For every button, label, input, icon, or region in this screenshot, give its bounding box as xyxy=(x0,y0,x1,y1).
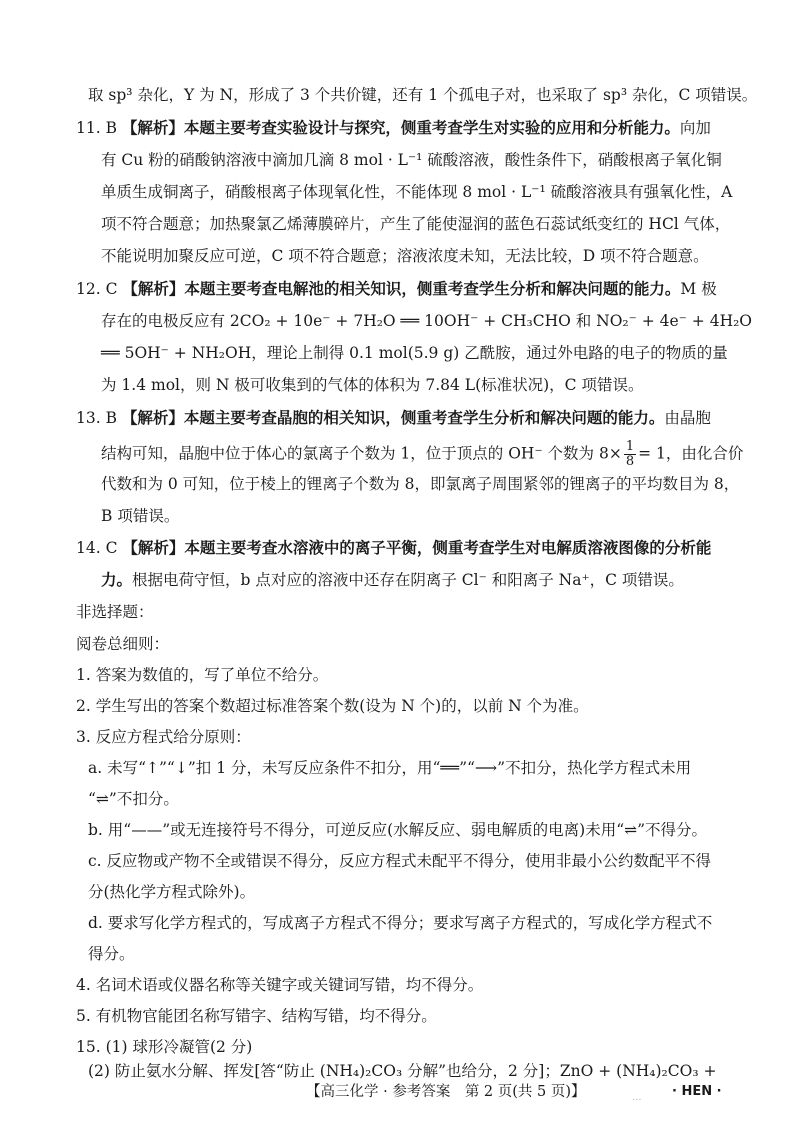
fraction-denominator: 8 xyxy=(625,454,635,469)
q13-line-2 xyxy=(101,440,743,469)
q11-line-2: 有 Cu 粉的硝酸钠溶液中滴加几滴 8 mol · L⁻¹ 硫酸溶液，酸性条件下，硝酸根离子氧化铜 xyxy=(101,151,722,169)
q14-tag-tail: 力。 xyxy=(101,571,133,589)
q14-text: 根据电荷守恒，b 点对应的溶液中还存在阴离子 Cl⁻ 和阳离子 Na⁺，C 项错误。 xyxy=(132,571,684,589)
rule-3d-line-2: 得分。 xyxy=(88,945,135,963)
rule-2: 2. 学生写出的答案个数超过标准答案个数(设为 N 个)的，以前 N 个为准。 xyxy=(76,697,589,715)
q11-line-3: 单质生成铜离子，硝酸根离子体现氧化性，不能体现 8 mol · L⁻¹ 硫酸溶液具有强氧化性，A xyxy=(101,183,733,201)
q12-line-2: 存在的电极反应有 2CO₂ + 10e⁻ + 7H₂O ══ 10OH⁻ + CH₃CHO 和 NO₂⁻ + 4e⁻ + 4H₂O xyxy=(101,312,753,330)
q15-part-1: 15. (1) 球形冷凝管(2 分) xyxy=(76,1038,253,1056)
section-heading-rules: 阅卷总细则： xyxy=(76,635,170,653)
line-sp3: 取 sp³ 杂化，Y 为 N，形成了 3 个共价键，还有 1 个孤电子对，也采取了 sp³ 杂化，C 项错误。 xyxy=(88,86,758,104)
q11-number: 11. B xyxy=(76,119,117,137)
q13-line-3: 代数和为 0 可知，位于棱上的锂离子个数为 8，即氯离子周围紧邻的锂离子的平均数目为 8， xyxy=(101,475,740,493)
q13-text-b: = 1，由化合价 xyxy=(638,444,744,463)
q15-part-2: (2) 防止氨水分解、挥发[答“防止 (NH₄)₂CO₃ 分解”也给分，2 分]；ZnO + (NH₄)₂CO₃ + xyxy=(88,1062,717,1080)
q14-number: 14. C xyxy=(76,539,118,557)
fraction-one-eighth xyxy=(624,440,636,469)
q12-line-1 xyxy=(76,278,717,300)
rule-3c-line-2: 分(热化学方程式除外)。 xyxy=(88,883,256,901)
rule-3a-line-1: a. 未写“↑”“↓”扣 1 分，未写反应条件不扣分，用“══”“⟶”不扣分，热化学方程式未用 xyxy=(88,759,692,777)
rule-4: 4. 名词术语或仪器名称等关键字或关键词写错，均不得分。 xyxy=(76,976,484,994)
q11-line-5: 不能说明加聚反应可逆，C 项不符合题意；溶液浓度未知，无法比较，D 项不符合题意。 xyxy=(101,247,709,265)
q14-line-1 xyxy=(76,537,711,559)
footer-dots: ... xyxy=(632,1092,642,1103)
footer-page-info: 【高三化学 · 参考答案 第 2 页(共 5 页)】 xyxy=(306,1084,586,1100)
q12-tail: M 极 xyxy=(680,280,717,298)
rule-3d-line-1: d. 要求写化学方程式的，写成离子方程式不得分；要求写离子方程式的，写成化学方程式不 xyxy=(88,914,713,932)
q11-line-1 xyxy=(76,117,711,139)
rule-5: 5. 有机物官能团名称写错字、结构写错，均不得分。 xyxy=(76,1007,437,1025)
footer-code: · HEN · xyxy=(672,1084,722,1099)
q13-text-a: 结构可知，晶胞中位于体心的氯离子个数为 1，位于顶点的 OH⁻ 个数为 8× xyxy=(101,444,622,463)
rule-3c-line-1: c. 反应物或产物不全或错误不得分，反应方程式未配平不得分，使用非最小公约数配平不得 xyxy=(88,852,712,870)
q13-tail: 由晶胞 xyxy=(664,409,711,427)
q11-analysis-tag: 【解析】本题主要考查实验设计与探究，侧重考查学生对实验的应用和分析能力。 xyxy=(121,119,680,137)
rule-3: 3. 反应方程式给分原则： xyxy=(76,728,251,746)
q13-line-4: B 项错误。 xyxy=(101,507,180,525)
rule-3b: b. 用“——”或无连接符号不得分，可逆反应(水解反应、弱电解质的电离)未用“⇌”不得分。 xyxy=(88,821,708,839)
q11-line-4: 项不符合题意；加热聚氯乙烯薄膜碎片，产生了能使湿润的蓝色石蕊试纸变红的 HCl 气体， xyxy=(101,215,731,233)
q12-analysis-tag: 【解析】本题主要考查电解池的相关知识，侧重考查学生分析和解决问题的能力。 xyxy=(122,280,681,298)
q14-analysis-tag: 【解析】本题主要考查水溶液中的离子平衡，侧重考查学生对电解质溶液图像的分析能 xyxy=(122,539,712,557)
q13-line-1 xyxy=(76,407,711,429)
q11-tail: 向加 xyxy=(679,119,711,137)
rule-1: 1. 答案为数值的，写了单位不给分。 xyxy=(76,666,329,684)
q12-number: 12. C xyxy=(76,280,118,298)
q14-line-2 xyxy=(101,569,684,591)
rule-3a-line-2: “⇌”不扣分。 xyxy=(88,790,179,808)
q13-number: 13. B xyxy=(76,409,117,427)
section-heading-nonchoice: 非选择题： xyxy=(76,603,154,621)
q12-line-4: 为 1.4 mol，则 N 极可收集到的气体的体积为 7.84 L(标准状况)，C 项错误。 xyxy=(101,376,644,394)
q12-line-3: ══ 5OH⁻ + NH₂OH，理论上制得 0.1 mol(5.9 g) 乙酰胺，通过外电路的电子的物质的量 xyxy=(101,344,728,362)
q13-analysis-tag: 【解析】本题主要考查晶胞的相关知识，侧重考查学生分析和解决问题的能力。 xyxy=(121,409,665,427)
fraction-numerator: 1 xyxy=(625,439,635,454)
